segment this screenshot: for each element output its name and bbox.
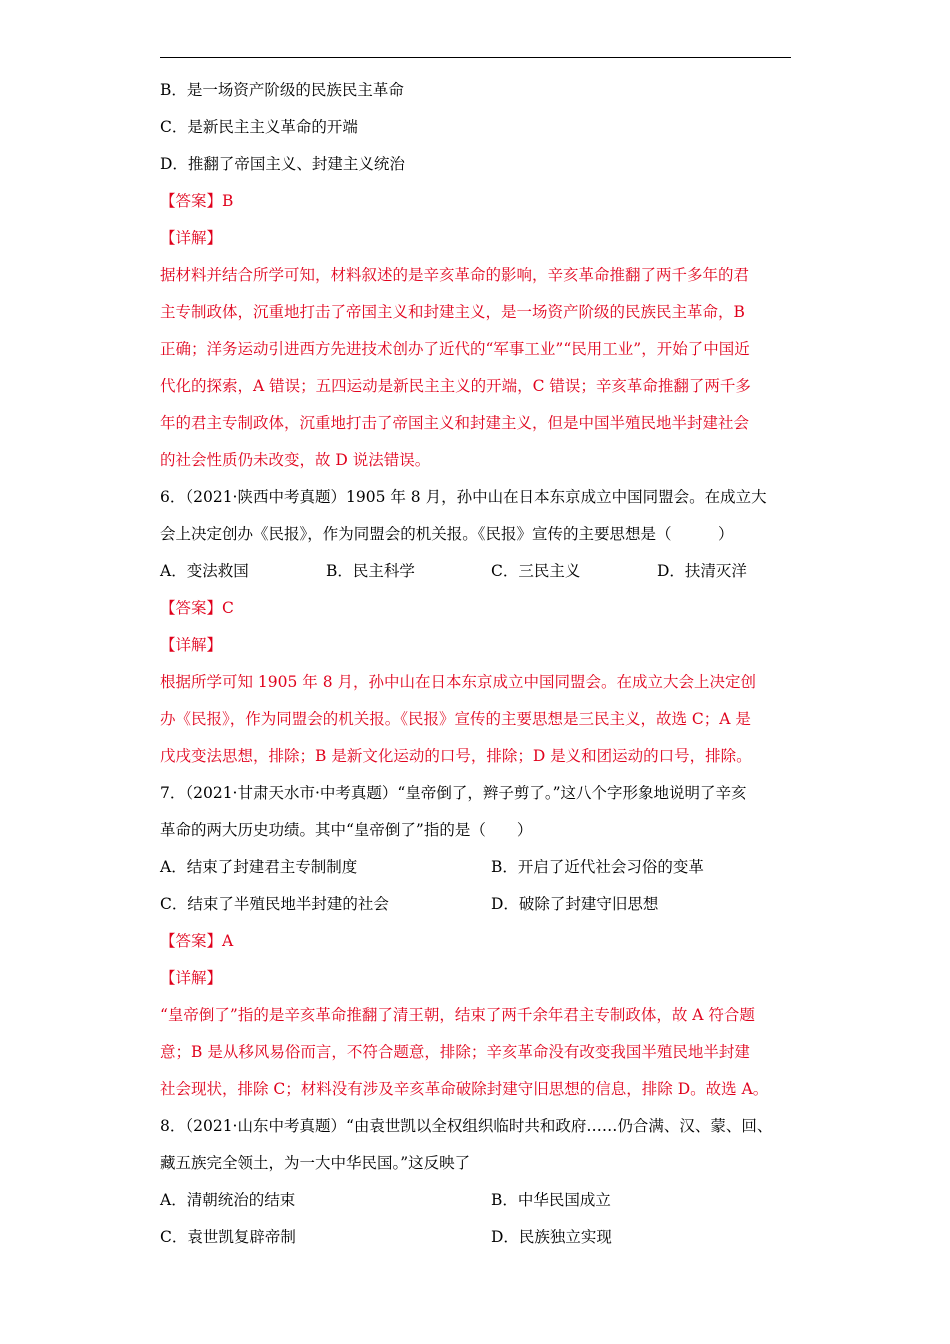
q7-options-row-1 (160, 849, 800, 886)
q5-explain-line: 年的君主专制政体，沉重地打击了帝国主义和封建主义，但是中国半殖民地半封建社会 (160, 414, 750, 432)
q8-option-a: A．清朝统治的结束 (160, 1191, 296, 1209)
answer-value: B (222, 192, 234, 210)
q7-stem-line: 7．（2021·甘肃天水市·中考真题）“皇帝倒了，辫子剪了。”这八个字形象地说明了辛亥 (160, 784, 747, 802)
answer-label: 【答案】 (160, 599, 223, 617)
answer-value: C (222, 599, 234, 617)
q6-option-d: D．扶清灭洋 (657, 562, 747, 580)
q5-explain-label: 【详解】 (160, 229, 223, 247)
q8-options-row-1 (160, 1182, 800, 1219)
q5-explain-line: 代化的探索，A 错误；五四运动是新民主主义的开端，C 错误；辛亥革命推翻了两千多 (160, 377, 751, 395)
answer-label: 【答案】 (160, 192, 223, 210)
q6-explain-line: 办《民报》，作为同盟会的机关报。《民报》宣传的主要思想是三民主义，故选 C；A 是 (160, 710, 751, 728)
q6-stem-line: 6．（2021·陕西中考真题）1905 年 8 月，孙中山在日本东京成立中国同盟会。在成立大 (160, 488, 767, 506)
q6-explain-label: 【详解】 (160, 636, 223, 654)
q7-options-row-2 (160, 886, 800, 923)
q7-explain-line: 社会现状，排除 C；材料没有涉及辛亥革命破除封建守旧思想的信息，排除 D。故选 A。 (160, 1080, 769, 1098)
q7-answer (160, 923, 800, 960)
q7-explain-line: 意；B 是从移风易俗而言，不符合题意，排除；辛亥革命没有改变我国半殖民地半封建 (160, 1043, 750, 1061)
q8-stem-line: 8．（2021·山东中考真题）“由袁世凯以全权组织临时共和政府……仍合满、汉、蒙、回、 (160, 1117, 773, 1135)
q7-option-b: B．开启了近代社会习俗的变革 (491, 858, 704, 876)
q8-option-b: B．中华民国成立 (491, 1191, 611, 1209)
q8-option-d: D．民族独立实现 (491, 1228, 612, 1246)
q5-explain-line: 正确；洋务运动引进西方先进技术创办了近代的“军事工业”“民用工业”，开始了中国近 (160, 340, 750, 358)
q5-explain-line: 据材料并结合所学可知，材料叙述的是辛亥革命的影响，辛亥革命推翻了两千多年的君 (160, 266, 750, 284)
document-body (160, 72, 800, 1256)
q8-option-c: C．袁世凯复辟帝制 (160, 1228, 296, 1246)
q5-option-b: B．是一场资产阶级的民族民主革命 (160, 81, 404, 99)
q7-option-a: A．结束了封建君主专制制度 (160, 858, 358, 876)
header-rule (160, 57, 791, 58)
q7-option-c: C．结束了半殖民地半封建的社会 (160, 895, 389, 913)
q7-stem-line: 革命的两大历史功绩。其中“皇帝倒了”指的是（ ） (160, 821, 533, 839)
answer-value: A (222, 932, 234, 950)
q6-answer (160, 590, 800, 627)
q8-stem-line: 藏五族完全领土，为一大中华民国。”这反映了 (160, 1154, 471, 1172)
q6-explain-line: 根据所学可知 1905 年 8 月，孙中山在日本东京成立中国同盟会。在成立大会上决定创 (160, 673, 757, 691)
q6-option-a: A．变法救国 (160, 562, 249, 580)
q7-explain-label: 【详解】 (160, 969, 223, 987)
q5-explain-line: 主专制政体，沉重地打击了帝国主义和封建主义，是一场资产阶级的民族民主革命，B (160, 303, 745, 321)
q8-options-row-2 (160, 1219, 800, 1256)
q5-option-c: C．是新民主主义革命的开端 (160, 118, 358, 136)
q6-option-b: B．民主科学 (326, 562, 415, 580)
q5-answer (160, 183, 800, 220)
q6-stem-line: 会上决定创办《民报》，作为同盟会的机关报。《民报》宣传的主要思想是（ ） (160, 525, 734, 543)
q5-option-d: D．推翻了帝国主义、封建主义统治 (160, 155, 405, 173)
answer-label: 【答案】 (160, 932, 223, 950)
q6-options (160, 553, 800, 590)
q7-option-d: D．破除了封建守旧思想 (491, 895, 659, 913)
q7-explain-line: “皇帝倒了”指的是辛亥革命推翻了清王朝，结束了两千余年君主专制政体，故 A 符合题 (160, 1006, 755, 1024)
q5-explain-line: 的社会性质仍未改变，故 D 说法错误。 (160, 451, 431, 469)
q6-explain-line: 戊戌变法思想，排除；B 是新文化运动的口号，排除；D 是义和团运动的口号，排除。 (160, 747, 752, 765)
q6-option-c: C．三民主义 (491, 562, 581, 580)
